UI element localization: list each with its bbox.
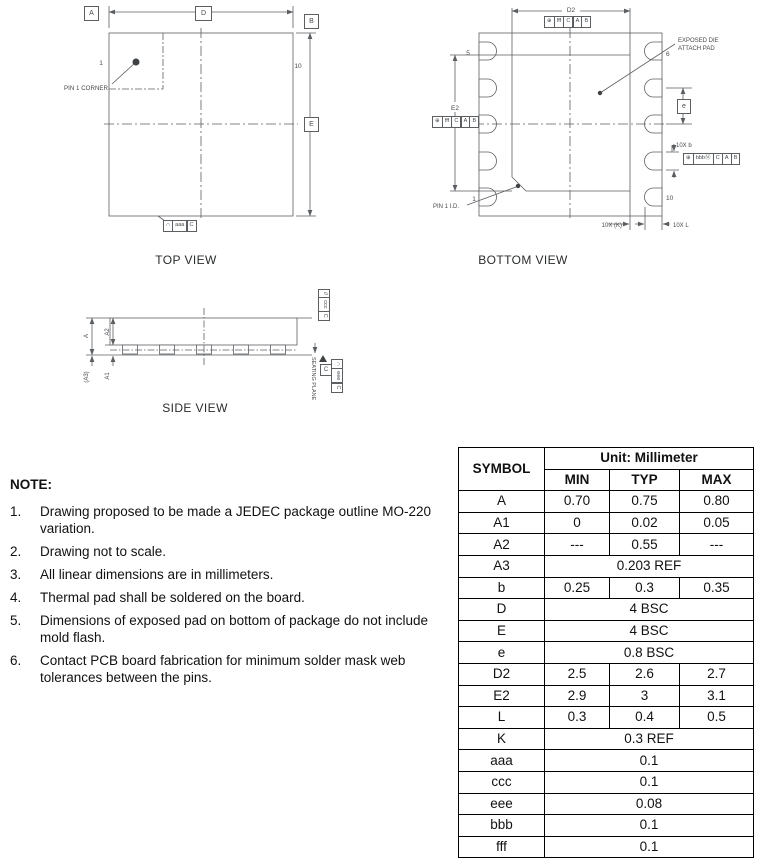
symbol-cell: A3 xyxy=(459,555,545,577)
fcf-d2-datum-a: A xyxy=(573,16,583,28)
fcf-d2-datum-c: C xyxy=(563,16,573,28)
min-cell: 2.5 xyxy=(545,663,610,685)
b-width-ticks xyxy=(666,152,679,170)
span-cell: 0.8 BSC xyxy=(545,642,754,664)
typ-cell: 0.75 xyxy=(610,491,680,513)
fcf-e2-datum-a: A xyxy=(461,116,471,128)
note-text: Thermal pad shall be soldered on the board. xyxy=(40,590,305,605)
fcf-parallelism-ccc xyxy=(318,289,330,321)
dim-d-label: D xyxy=(200,10,207,17)
symbol-cell: A2 xyxy=(459,534,545,556)
symbol-cell: ccc xyxy=(459,771,545,793)
bottom-view-geometry xyxy=(450,8,692,230)
dim-d-label-box xyxy=(195,6,212,21)
unit-header: Unit: Millimeter xyxy=(545,448,754,470)
pin1-id-label: PIN 1 I.D. xyxy=(433,204,460,210)
profile-symbol-icon: ∩ xyxy=(163,220,173,232)
pin-5-number: 5 xyxy=(466,50,470,57)
note-item-1 xyxy=(10,503,434,537)
typ-cell: 0.02 xyxy=(610,512,680,534)
symbol-cell: bbb xyxy=(459,815,545,837)
pitch-e-label: e xyxy=(682,103,686,110)
span-cell: 0.203 REF xyxy=(545,555,754,577)
pin-1-number: 1 xyxy=(472,196,476,203)
fcf-b-datum-c: C xyxy=(713,153,723,165)
datum-a-label: A xyxy=(89,10,94,17)
extension-lines xyxy=(86,318,312,345)
note-number: 6. xyxy=(10,653,22,668)
table-row xyxy=(459,599,754,621)
table-row xyxy=(459,663,754,685)
fcf-coplanarity-eee xyxy=(331,359,343,393)
top-view-title: TOP VIEW xyxy=(155,253,217,267)
fcf-e2-datum-b: B xyxy=(469,116,479,128)
parallelism-symbol-icon: // xyxy=(318,289,330,298)
note-number: 2. xyxy=(10,544,22,559)
note-item-4 xyxy=(10,589,434,606)
symbol-cell: K xyxy=(459,728,545,750)
min-cell: 0.70 xyxy=(545,491,610,513)
symbol-header: SYMBOL xyxy=(459,448,545,491)
bottom-view-title: BOTTOM VIEW xyxy=(478,253,568,267)
symbol-cell: E2 xyxy=(459,685,545,707)
typ-cell: 0.3 xyxy=(610,577,680,599)
fcf-e2-datum-c: C xyxy=(451,116,461,128)
dim-a1-label: A1 xyxy=(105,372,111,380)
table-row xyxy=(459,491,754,513)
side-view-geometry xyxy=(86,308,315,366)
fcf-position-e2 xyxy=(432,116,479,128)
datum-c-label: C xyxy=(323,367,329,373)
fcf-ccc-datum: C xyxy=(318,311,330,321)
b-callout-label: 10X b xyxy=(676,143,692,149)
fcf-e2-tolerance: fff xyxy=(442,116,452,128)
note-text: All linear dimensions are in millimeters. xyxy=(40,567,274,582)
profile-symbol-icon: ∩ xyxy=(331,359,343,369)
note-item-5 xyxy=(10,612,434,646)
max-header: MAX xyxy=(680,469,754,491)
span-cell: 0.08 xyxy=(545,793,754,815)
symbol-cell: E xyxy=(459,620,545,642)
exposed-pad-dot xyxy=(598,91,602,95)
note-text: Contact PCB board fabrication for minimum solder mask web tolerances between the pins. xyxy=(40,653,406,685)
table-row xyxy=(459,771,754,793)
min-cell: 0 xyxy=(545,512,610,534)
note-number: 5. xyxy=(10,613,22,628)
table-row xyxy=(459,815,754,837)
typ-cell: 0.4 xyxy=(610,707,680,729)
notes-section xyxy=(10,476,434,692)
dim-a2-label: A2 xyxy=(105,328,111,336)
typ-cell: 2.6 xyxy=(610,663,680,685)
max-cell: 0.05 xyxy=(680,512,754,534)
symbol-cell: A xyxy=(459,491,545,513)
table-row xyxy=(459,620,754,642)
package-body-outline xyxy=(479,33,662,216)
max-cell: --- xyxy=(680,534,754,556)
symbol-cell: eee xyxy=(459,793,545,815)
table-row xyxy=(459,534,754,556)
pitch-e-label-box xyxy=(677,99,691,114)
datum-b-label: B xyxy=(309,18,314,25)
table-row xyxy=(459,512,754,534)
table-row xyxy=(459,685,754,707)
note-number: 3. xyxy=(10,567,22,582)
symbol-cell: fff xyxy=(459,836,545,858)
table-row xyxy=(459,577,754,599)
pin1-corner-label: PIN 1 CORNER xyxy=(64,85,109,92)
pin-6-number: 6 xyxy=(666,51,670,58)
table-row xyxy=(459,836,754,858)
span-cell: 0.1 xyxy=(545,771,754,793)
fcf-d2-tolerance: fff xyxy=(554,16,564,28)
dim-e2-label: E2 xyxy=(451,105,459,112)
max-cell: 0.80 xyxy=(680,491,754,513)
k-callout-label: 10X (K) xyxy=(601,223,622,229)
symbol-cell: D2 xyxy=(459,663,545,685)
l-callout-label: 10X L xyxy=(673,223,689,229)
note-item-6 xyxy=(10,652,434,686)
mmc-modifier-icon: Ⓜ xyxy=(705,155,711,162)
dim-d2-label: D2 xyxy=(566,7,576,14)
seating-plane-label: SEATING PLANE xyxy=(310,357,316,401)
fcf-d2-datum-b: B xyxy=(581,16,591,28)
min-cell: 0.25 xyxy=(545,577,610,599)
max-cell: 2.7 xyxy=(680,663,754,685)
span-cell: 4 BSC xyxy=(545,599,754,621)
max-cell: 0.5 xyxy=(680,707,754,729)
table-header-row-1 xyxy=(459,448,754,470)
table-row xyxy=(459,750,754,772)
fcf-b-tolerance xyxy=(693,153,714,165)
span-cell: 0.1 xyxy=(545,815,754,837)
dim-e-label-box xyxy=(304,117,319,132)
note-number: 4. xyxy=(10,590,22,605)
bottom-view-drawing xyxy=(430,0,775,250)
datum-a-flag xyxy=(84,6,99,21)
pin-10-number: 10 xyxy=(294,63,302,70)
package-body-outline xyxy=(110,318,297,345)
fcf-eee-tolerance: eee xyxy=(331,368,343,383)
table-row xyxy=(459,728,754,750)
note-number: 1. xyxy=(10,504,22,519)
table-row xyxy=(459,642,754,664)
fcf-profile-aaa xyxy=(163,220,197,232)
position-symbol-icon: ⊕ xyxy=(544,16,555,28)
symbol-cell: D xyxy=(459,599,545,621)
exposed-pad-leader xyxy=(600,44,675,93)
max-cell: 0.35 xyxy=(680,577,754,599)
pin1-marker-dot xyxy=(133,59,140,66)
dimension-table xyxy=(458,447,754,858)
side-view-title: SIDE VIEW xyxy=(162,401,228,415)
symbol-cell: b xyxy=(459,577,545,599)
span-cell: 4 BSC xyxy=(545,620,754,642)
fcf-position-d2 xyxy=(544,16,591,28)
symbol-cell: aaa xyxy=(459,750,545,772)
min-cell: 2.9 xyxy=(545,685,610,707)
fcf-aaa-datum: C xyxy=(187,220,197,232)
fcf-ccc-tolerance: ccc xyxy=(318,297,330,311)
fcf-position-b xyxy=(683,153,740,165)
datum-c-triangle xyxy=(319,355,327,362)
table-row xyxy=(459,793,754,815)
dim-a-label: A xyxy=(84,333,90,339)
span-cell: 0.1 xyxy=(545,750,754,772)
fcf-eee-datum: C xyxy=(331,383,343,393)
note-text: Drawing proposed to be made a JEDEC package outline MO-220 variation. xyxy=(40,504,431,536)
position-symbol-icon: ⊕ xyxy=(432,116,443,128)
datum-b-flag xyxy=(304,14,319,29)
notes-heading: NOTE: xyxy=(10,477,52,492)
note-text: Dimensions of exposed pad on bottom of package do not include mold flash. xyxy=(40,613,429,645)
pin-1-number: 1 xyxy=(99,60,103,67)
exposed-pad-label-line2: ATTACH PAD xyxy=(678,46,715,52)
position-symbol-icon: ⊕ xyxy=(683,153,694,165)
note-item-3 xyxy=(10,566,434,583)
fcf-b-datum-a: A xyxy=(722,153,732,165)
note-item-2 xyxy=(10,543,434,560)
min-cell: --- xyxy=(545,534,610,556)
top-view-geometry xyxy=(104,6,316,221)
dim-a3-label: (A3) xyxy=(84,371,90,383)
pin1-leader-line xyxy=(112,62,136,84)
pin1-id-dot xyxy=(516,184,520,188)
table-row xyxy=(459,555,754,577)
symbol-cell: e xyxy=(459,642,545,664)
span-cell: 0.3 REF xyxy=(545,728,754,750)
span-cell: 0.1 xyxy=(545,836,754,858)
min-cell: 0.3 xyxy=(545,707,610,729)
min-header: MIN xyxy=(545,469,610,491)
typ-cell: 0.55 xyxy=(610,534,680,556)
top-view-drawing xyxy=(60,0,340,250)
table-row xyxy=(459,707,754,729)
symbol-cell: A1 xyxy=(459,512,545,534)
typ-header: TYP xyxy=(610,469,680,491)
fcf-b-tolerance-value: bbb xyxy=(695,155,705,162)
symbol-cell: L xyxy=(459,707,545,729)
exposed-pad-outline xyxy=(512,55,630,191)
exposed-pad-label-line1: EXPOSED DIE xyxy=(678,38,719,44)
pin-10-number: 10 xyxy=(666,195,674,202)
max-cell: 3.1 xyxy=(680,685,754,707)
dim-e-label: E xyxy=(309,121,314,128)
typ-cell: 3 xyxy=(610,685,680,707)
fcf-b-datum-b: B xyxy=(731,153,741,165)
note-text: Drawing not to scale. xyxy=(40,544,167,559)
fcf-aaa-tolerance: aaa xyxy=(172,220,187,232)
